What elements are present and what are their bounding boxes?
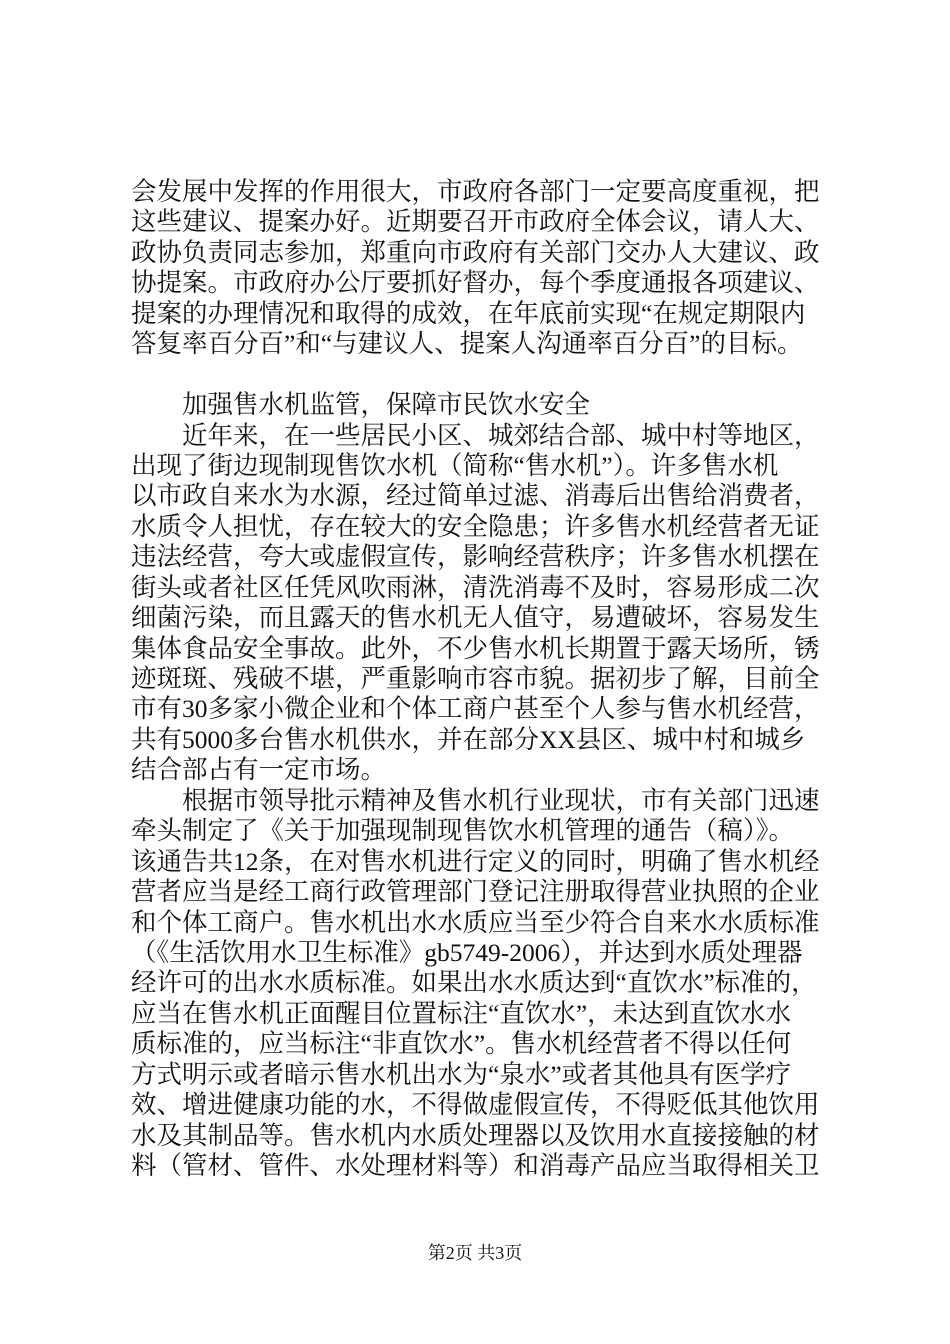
text-line: 根据市领导批示精神及售水机行业现状，市有关部门迅速	[182, 785, 820, 815]
text-line: 水质令人担忧，存在较大的安全隐患；许多售水机经营者无证	[131, 511, 820, 541]
text-line: 近年来，在一些居民小区、城郊结合部、城中村等地区，	[182, 420, 820, 450]
text-line: 街头或者社区任凭风吹雨淋，清洗消毒不及时，容易形成二次	[131, 572, 820, 602]
text-line: 质标准的，应当标注“非直饮水”。售水机经营者不得以任何	[131, 1029, 792, 1059]
text-line: 经许可的出水水质标准。如果出水水质达到“直饮水”标准的，	[131, 968, 817, 998]
text-line: 料（管材、管件、水处理材料等）和消毒产品应当取得相关卫	[131, 1151, 820, 1180]
text-line: 答复率百分百”和“与建议人、提案人沟通率百分百”的目标。	[131, 329, 803, 359]
text-line: 共有5000多台售水机供水，并在部分XX县区、城中村和城乡	[131, 724, 806, 754]
text-line: 效、增进健康功能的水，不得做虚假宣传，不得贬低其他饮用	[131, 1090, 820, 1120]
page-number-footer: 第2页 共3页	[427, 1243, 523, 1263]
text-line: 违法经营，夸大或虚假宣传，影响经营秩序；许多售水机摆在	[131, 542, 820, 572]
paragraph-3	[131, 786, 911, 1182]
text-line: 提案的办理情况和取得的成效，在年底前实现“在规定期限内	[131, 298, 806, 328]
text-line: 出现了街边现制现售饮水机（简称“售水机”）。许多售水机	[131, 450, 779, 480]
document-body	[131, 177, 911, 1181]
section-title: 加强售水机监管，保障市民饮水安全	[182, 390, 591, 420]
text-line: 方式明示或者暗示售水机出水为“泉水”或者其他具有医学疗	[131, 1059, 792, 1089]
text-line: 结合部占有一定市场。	[131, 755, 387, 785]
text-line: 营者应当是经工商行政管理部门登记注册取得营业执照的企业	[131, 877, 820, 907]
paragraph-1	[131, 177, 911, 360]
text-line: 会发展中发挥的作用很大，市政府各部门一定要高度重视，把	[131, 177, 820, 206]
text-line: 该通告共12条，在对售水机进行定义的同时，明确了售水机经	[131, 846, 820, 876]
text-line: 以市政自来水为水源，经过简单过滤、消毒后出售给消费者，	[131, 481, 820, 511]
text-line: 牵头制定了《关于加强现制现售饮水机管理的通告（稿）》。	[131, 816, 795, 846]
text-line: 政协负责同志参加，郑重向市政府有关部门交办人大建议、政	[131, 237, 820, 267]
paragraph-2	[131, 421, 911, 786]
text-line: 细菌污染，而且露天的售水机无人值守，易遭破坏，容易发生	[131, 603, 820, 633]
text-line: 迹斑斑、残破不堪，严重影响市容市貌。据初步了解，目前全	[131, 664, 820, 693]
text-line: 水及其制品等。售水机内水质处理器以及饮用水直接接触的材	[131, 1120, 820, 1150]
text-line: 和个体工商户。售水机出水水质应当至少符合自来水水质标准	[131, 907, 820, 937]
text-line: 协提案。市政府办公厅要抓好督办，每个季度通报各项建议、	[131, 268, 820, 298]
paragraph-spacer	[131, 360, 911, 390]
text-line: 市有30多家小微企业和个体工商户甚至个人参与售水机经营，	[131, 694, 820, 724]
text-line: 这些建议、提案办好。近期要召开市政府全体会议，请人大、	[131, 207, 820, 237]
text-line: 集体食品安全事故。此外，不少售水机长期置于露天场所，锈	[131, 633, 820, 663]
text-line: （《生活饮用水卫生标准》gb5749-2006），并达到水质处理器	[131, 937, 803, 967]
text-line: 应当在售水机正面醒目位置标注“直饮水”，未达到直饮水水	[131, 998, 792, 1028]
